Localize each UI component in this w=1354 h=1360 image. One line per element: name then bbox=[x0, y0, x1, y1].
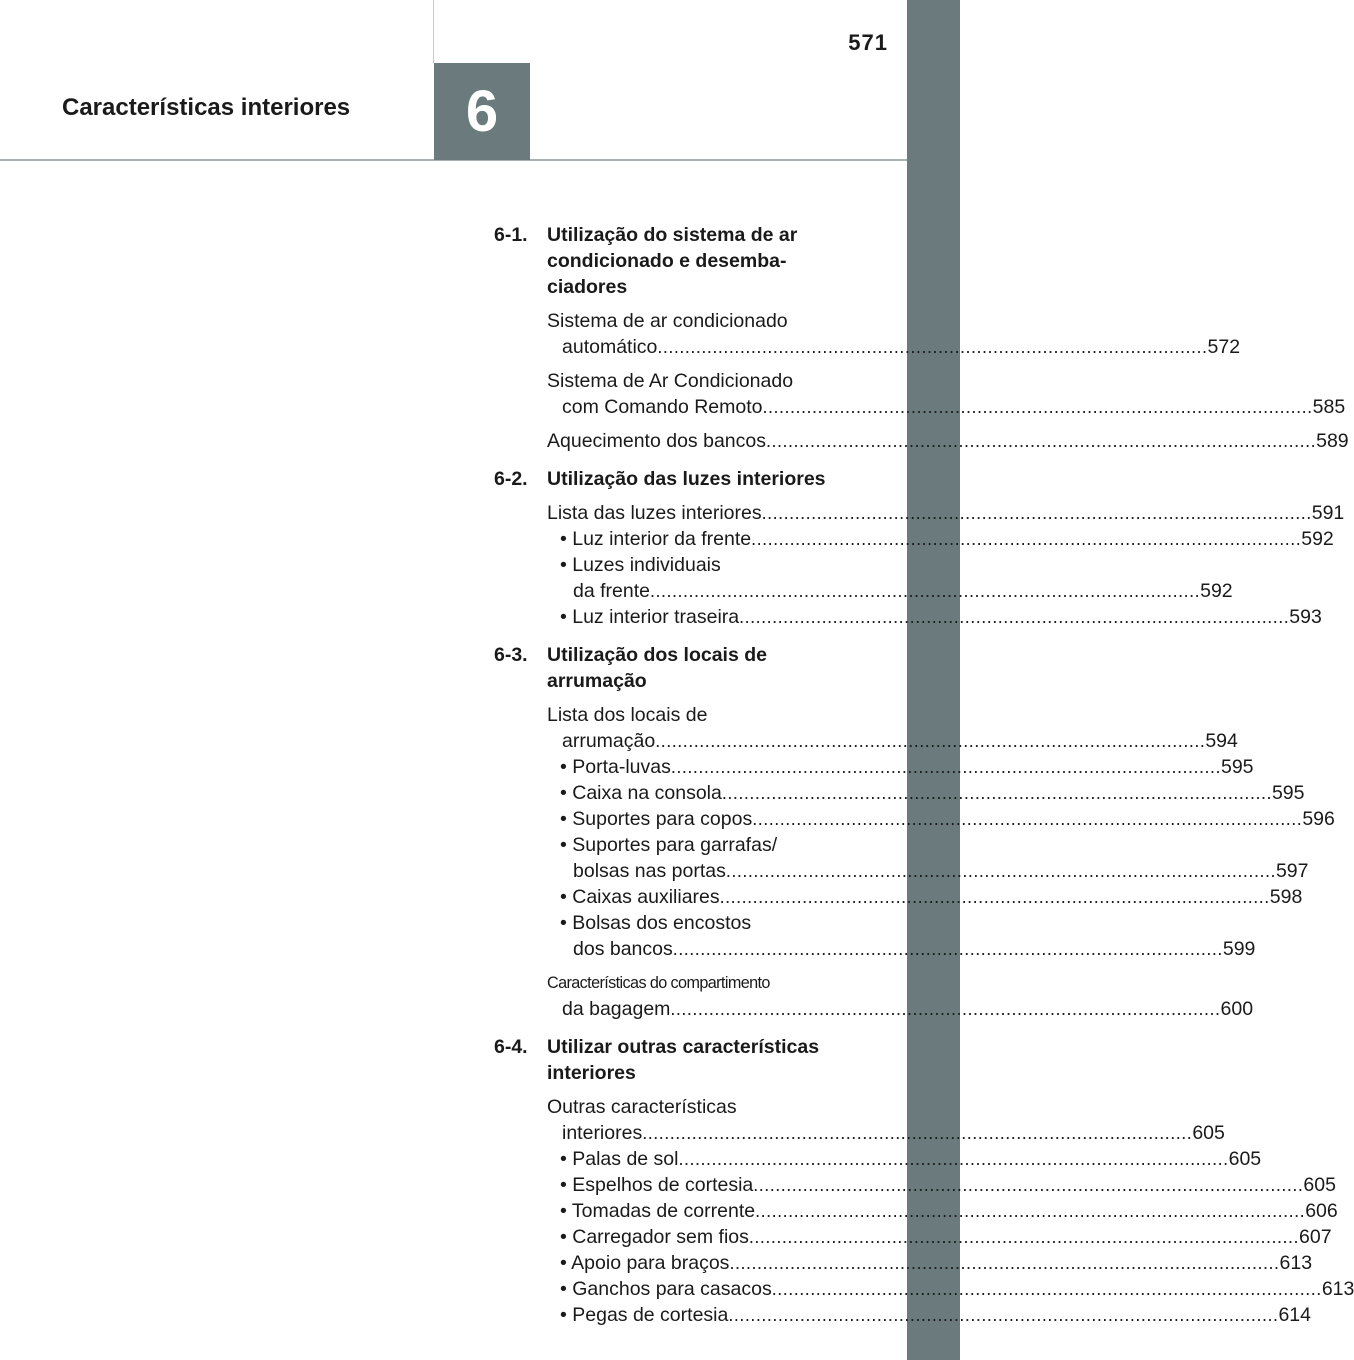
entry-text: • Suportes para copos bbox=[560, 808, 753, 830]
leader-dots bbox=[726, 861, 1276, 881]
entry-page: 596 bbox=[1302, 808, 1335, 830]
toc-entry[interactable] bbox=[547, 428, 1349, 454]
section-title-line: arrumação bbox=[547, 670, 647, 692]
entry-page: 594 bbox=[1205, 730, 1238, 752]
leader-dots bbox=[766, 431, 1316, 451]
entry-page: 595 bbox=[1271, 782, 1305, 804]
section-title-line: Utilização das luzes interiores bbox=[547, 468, 826, 490]
toc-entry[interactable] bbox=[547, 368, 1346, 420]
toc-subentry[interactable] bbox=[547, 526, 1334, 552]
leader-dots bbox=[673, 939, 1223, 959]
toc-subentry[interactable] bbox=[547, 806, 1335, 832]
section-title bbox=[547, 642, 846, 694]
toc-subentry[interactable] bbox=[547, 552, 1233, 604]
section-title bbox=[547, 466, 846, 492]
entry-text: • Carregador sem fios bbox=[560, 1226, 749, 1248]
leader-dots bbox=[671, 757, 1221, 777]
entry-text: com Comando Remoto bbox=[562, 396, 763, 418]
toc-entry[interactable] bbox=[547, 308, 1241, 360]
toc-subentry[interactable] bbox=[547, 884, 1303, 910]
entry-page: 613 bbox=[1321, 1278, 1354, 1300]
table-of-contents bbox=[494, 222, 1354, 1340]
toc-section-6-2 bbox=[494, 466, 1345, 630]
entry-text: • Pegas de cortesia bbox=[560, 1304, 729, 1326]
section-title-line: Utilização do sistema de ar bbox=[547, 224, 798, 246]
leader-dots bbox=[772, 1279, 1322, 1299]
leader-dots bbox=[753, 1175, 1303, 1195]
entry-text: • Caixa na consola bbox=[560, 782, 722, 804]
toc-section-6-4 bbox=[494, 1034, 1354, 1328]
toc-subentry[interactable] bbox=[547, 754, 1254, 780]
entry-text: • Luz interior da frente bbox=[560, 528, 752, 550]
leader-dots bbox=[657, 337, 1207, 357]
toc-subentry[interactable] bbox=[547, 1146, 1262, 1172]
entry-text: da frente bbox=[573, 580, 650, 602]
leader-dots bbox=[678, 1149, 1228, 1169]
toc-section-6-3 bbox=[494, 642, 1335, 1022]
entry-page: 589 bbox=[1316, 430, 1349, 452]
toc-entry[interactable] bbox=[547, 702, 1238, 754]
toc-subentry[interactable] bbox=[547, 1276, 1354, 1302]
section-title-line: Utilização dos locais de bbox=[547, 644, 767, 666]
entry-text: • Porta-luvas bbox=[560, 756, 671, 778]
toc-entry[interactable] bbox=[547, 970, 1254, 1022]
toc-subentry[interactable] bbox=[547, 780, 1305, 806]
toc-section-6-1 bbox=[494, 222, 1349, 454]
entry-text: da bagagem bbox=[562, 998, 671, 1020]
entry-page: 592 bbox=[1200, 580, 1233, 602]
leader-dots bbox=[655, 731, 1205, 751]
entry-page: 585 bbox=[1312, 396, 1346, 418]
entry-text: bolsas nas portas bbox=[573, 860, 726, 882]
entry-text: • Luzes individuais bbox=[560, 554, 721, 576]
section-number: 6-4. bbox=[494, 1036, 528, 1058]
entry-page: 607 bbox=[1299, 1226, 1332, 1248]
toc-subentry[interactable] bbox=[547, 1172, 1336, 1198]
entry-page: 593 bbox=[1289, 606, 1322, 628]
entry-text: automático bbox=[562, 336, 658, 358]
leader-dots bbox=[729, 1253, 1279, 1273]
chapter-title: Características interiores bbox=[62, 94, 351, 121]
entry-text: Outras características bbox=[547, 1096, 737, 1118]
section-title bbox=[547, 1034, 846, 1086]
section-heading[interactable] bbox=[494, 222, 846, 300]
toc-subentry[interactable] bbox=[547, 1250, 1313, 1276]
entry-page: 613 bbox=[1279, 1252, 1313, 1274]
section-title-line: condicionado e desemba- bbox=[547, 250, 787, 272]
entry-text: Lista dos locais de bbox=[547, 704, 708, 726]
entry-page: 598 bbox=[1269, 886, 1303, 908]
entry-page: 614 bbox=[1278, 1304, 1311, 1326]
entry-page: 592 bbox=[1301, 528, 1334, 550]
entry-text: • Caixas auxiliares bbox=[560, 886, 720, 908]
leader-dots bbox=[763, 397, 1313, 417]
entry-text: • Espelhos de cortesia bbox=[560, 1174, 754, 1196]
toc-subentry[interactable] bbox=[547, 1224, 1332, 1250]
entry-page: 595 bbox=[1220, 756, 1254, 778]
entry-text: • Apoio para braços bbox=[560, 1252, 730, 1274]
section-heading[interactable] bbox=[494, 1034, 846, 1086]
entry-text: dos bancos bbox=[573, 938, 673, 960]
entry-page: 599 bbox=[1222, 938, 1256, 960]
toc-entry[interactable] bbox=[547, 1094, 1225, 1146]
leader-dots bbox=[642, 1123, 1192, 1143]
chapter-number-box bbox=[434, 63, 530, 160]
header-divider-vertical bbox=[433, 0, 434, 63]
entry-text: • Palas de sol bbox=[560, 1148, 679, 1170]
entry-text: • Luz interior traseira bbox=[560, 606, 740, 628]
toc-subentry[interactable] bbox=[547, 832, 1309, 884]
entry-text: Sistema de Ar Condicionado bbox=[547, 370, 794, 392]
entry-text: Sistema de ar condicionado bbox=[547, 310, 788, 332]
entry-text: interiores bbox=[562, 1122, 643, 1144]
entry-text: Aquecimento dos bancos bbox=[547, 430, 766, 452]
toc-subentry[interactable] bbox=[547, 910, 1256, 962]
leader-dots bbox=[749, 1227, 1299, 1247]
entry-text: Características do compartimento bbox=[547, 974, 770, 992]
entry-page: 605 bbox=[1192, 1122, 1225, 1144]
entry-page: 597 bbox=[1275, 860, 1309, 882]
leader-dots bbox=[752, 809, 1302, 829]
entry-text: • Suportes para garrafas/ bbox=[560, 834, 778, 856]
entry-text: • Tomadas de corrente bbox=[560, 1200, 756, 1222]
leader-dots bbox=[739, 607, 1289, 627]
section-title-line: interiores bbox=[547, 1062, 636, 1084]
leader-dots bbox=[751, 529, 1301, 549]
leader-dots bbox=[728, 1305, 1278, 1325]
leader-dots bbox=[722, 783, 1272, 803]
section-title-line: Utilizar outras características bbox=[547, 1036, 820, 1058]
entry-text: • Ganchos para casacos bbox=[560, 1278, 772, 1300]
entry-page: 600 bbox=[1220, 998, 1254, 1020]
section-number: 6-3. bbox=[494, 644, 528, 666]
leader-dots bbox=[670, 999, 1220, 1019]
section-title bbox=[547, 222, 846, 300]
chapter-number: 6 bbox=[465, 79, 499, 144]
entry-page: 572 bbox=[1207, 336, 1241, 358]
section-number: 6-2. bbox=[494, 468, 528, 490]
leader-dots bbox=[755, 1201, 1305, 1221]
toc-entry[interactable] bbox=[547, 500, 1345, 526]
entry-page: 605 bbox=[1228, 1148, 1262, 1170]
leader-dots bbox=[762, 503, 1312, 523]
entry-page: 606 bbox=[1305, 1200, 1338, 1222]
section-heading[interactable] bbox=[494, 466, 846, 492]
leader-dots bbox=[720, 887, 1270, 907]
page-number: 571 bbox=[848, 30, 888, 55]
section-heading[interactable] bbox=[494, 642, 846, 694]
entry-page: 605 bbox=[1303, 1174, 1336, 1196]
toc-subentry[interactable] bbox=[547, 1302, 1311, 1328]
toc-subentry[interactable] bbox=[547, 604, 1322, 630]
leader-dots bbox=[650, 581, 1200, 601]
entry-page: 591 bbox=[1311, 502, 1345, 524]
entry-text: • Bolsas dos encostos bbox=[560, 912, 752, 934]
toc-subentry[interactable] bbox=[547, 1198, 1338, 1224]
entry-text: Lista das luzes interiores bbox=[547, 502, 762, 524]
entry-text: arrumação bbox=[562, 730, 656, 752]
section-title-line: ciadores bbox=[547, 276, 628, 298]
section-number: 6-1. bbox=[494, 224, 528, 246]
